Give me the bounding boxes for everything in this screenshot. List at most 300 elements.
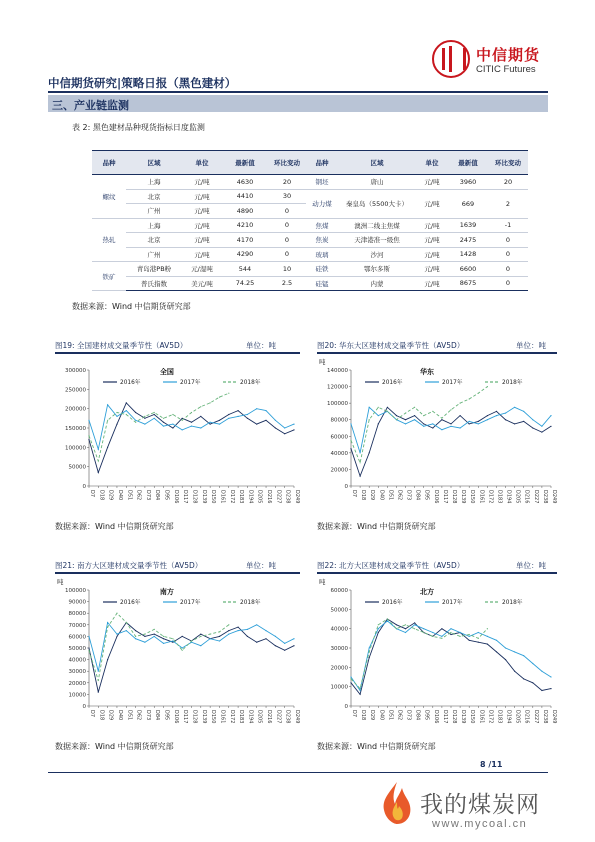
data-point (116, 416, 117, 417)
data-point (432, 423, 433, 424)
data-point (182, 647, 183, 648)
table-cell: 8675 (448, 276, 488, 291)
data-point (256, 642, 257, 643)
series-line-2017年 (351, 407, 551, 453)
table-cell: 4410 (222, 189, 268, 204)
data-point (219, 631, 220, 632)
table-cell: 元/吨 (182, 218, 222, 233)
data-point (369, 452, 370, 453)
data-point (532, 682, 533, 683)
x-tick-label: D205 (256, 490, 263, 504)
data-point (247, 418, 248, 419)
data-point (238, 630, 239, 631)
chart-title: 北方 (420, 588, 434, 596)
data-point (88, 647, 89, 648)
y-tick-label: 50000 (68, 646, 86, 652)
table-cell: 热轧 (92, 218, 126, 262)
x-tick-label: D29 (369, 710, 376, 721)
data-point (550, 688, 551, 689)
x-tick-label: D51 (126, 710, 133, 721)
x-tick-label: D150 (210, 710, 217, 724)
data-point (378, 624, 379, 625)
x-tick-label: D29 (107, 710, 114, 721)
logo-name-cn: 中信期货 (476, 46, 541, 64)
data-point (469, 423, 470, 424)
data-point (144, 636, 145, 637)
data-point (414, 415, 415, 416)
table-header-cell: 区域 (126, 151, 182, 175)
data-point (210, 422, 211, 423)
table-header-cell: 环比变动 (488, 151, 528, 175)
x-tick-label: D238 (541, 710, 548, 724)
y-tick-label: 60000 (68, 634, 86, 641)
chart19-rule (55, 352, 300, 354)
data-point (350, 423, 351, 424)
data-point (200, 416, 201, 417)
y-axis-label: 吨 (319, 578, 326, 586)
data-point (369, 407, 370, 408)
data-point (505, 659, 506, 660)
data-point (532, 427, 533, 428)
chart22-source: 数据来源：Wind 中信期货研究部 (317, 742, 436, 751)
table-cell: 20 (268, 175, 306, 190)
data-point (247, 629, 248, 630)
x-tick-label: D183 (238, 490, 245, 504)
table-cell: 元/吨 (182, 233, 222, 248)
data-point (460, 403, 461, 404)
data-point (135, 422, 136, 423)
data-point (496, 651, 497, 652)
x-tick-label: D7 (89, 710, 95, 718)
y-tick-label: 0 (344, 704, 348, 710)
series-line-2017年 (89, 405, 294, 450)
table-cell: 0 (488, 233, 528, 248)
data-point (396, 419, 397, 420)
series-line-2017年 (89, 623, 294, 672)
table-cell: 4630 (222, 175, 268, 190)
table-cell: 0 (268, 218, 306, 233)
chart21-unit: 单位：吨 (246, 561, 276, 570)
chart19-source: 数据来源：Wind 中信期货研究部 (55, 522, 174, 531)
table-cell: 青岛港PB粉 (126, 262, 182, 277)
chart22-caption: 图22: 北方大区建材成交量季节性（AV5D） (317, 561, 465, 570)
data-point (219, 397, 220, 398)
x-tick-label: D249 (294, 490, 300, 504)
data-point (350, 440, 351, 441)
data-point (228, 393, 229, 394)
data-point (293, 424, 294, 425)
table-cell: 动力煤 (306, 189, 338, 218)
data-point (107, 659, 108, 660)
data-point (191, 422, 192, 423)
data-point (210, 424, 211, 425)
x-tick-label: D95 (163, 710, 170, 721)
data-point (284, 427, 285, 428)
x-tick-label: D7 (351, 490, 357, 498)
data-point (541, 671, 542, 672)
data-point (228, 630, 229, 631)
y-tick-label: 10000 (68, 692, 86, 699)
data-point (116, 424, 117, 425)
data-point (450, 632, 451, 633)
table-cell: 20 (488, 175, 528, 190)
table-cell: 广州 (126, 204, 182, 219)
data-point (541, 426, 542, 427)
data-point (378, 407, 379, 408)
x-tick-label: D106 (432, 710, 439, 724)
table-caption: 表 2: 黑色建材品种现货指标日度监测 (72, 123, 205, 132)
data-point (541, 432, 542, 433)
legend-label: 2018年 (502, 380, 523, 386)
y-tick-label: 40000 (68, 657, 86, 664)
data-point (414, 628, 415, 629)
data-point (228, 418, 229, 419)
data-point (247, 414, 248, 415)
x-tick-label: D194 (505, 490, 512, 504)
data-point (450, 409, 451, 410)
x-tick-label: D51 (387, 490, 394, 501)
data-point (126, 410, 127, 411)
chart20-rule (317, 352, 557, 354)
table-row (92, 247, 528, 262)
table-cell: 669 (448, 189, 488, 218)
data-point (360, 452, 361, 453)
table-cell: 玻璃 (306, 247, 338, 262)
x-tick-label: D205 (514, 490, 521, 504)
x-tick-label: D150 (469, 490, 476, 504)
data-point (98, 460, 99, 461)
x-tick-label: D150 (210, 490, 217, 504)
data-point (182, 429, 183, 430)
data-point (275, 420, 276, 421)
data-point (116, 634, 117, 635)
data-point (265, 638, 266, 639)
chart20-source: 数据来源：Wind 中信期货研究部 (317, 522, 436, 531)
y-tick-label: 30000 (68, 669, 86, 676)
data-point (378, 632, 379, 633)
data-point (505, 647, 506, 648)
data-point (432, 632, 433, 633)
data-point (450, 634, 451, 635)
series-line-2016年 (351, 619, 551, 694)
data-point (414, 622, 415, 623)
data-point (219, 424, 220, 425)
data-point (360, 688, 361, 689)
data-point (460, 415, 461, 416)
table-header-cell: 品种 (92, 151, 126, 175)
data-point (98, 680, 99, 681)
x-tick-label: D95 (163, 490, 170, 501)
data-point (144, 424, 145, 425)
data-point (423, 426, 424, 427)
x-tick-label: D183 (238, 710, 245, 724)
table-header-cell: 环比变动 (268, 151, 306, 175)
data-point (163, 422, 164, 423)
data-point (144, 634, 145, 635)
table-cell: 1428 (448, 247, 488, 262)
y-tick-label: 20000 (330, 467, 348, 474)
x-tick-label: D40 (116, 490, 123, 501)
chart20-caption: 图20: 华东大区建材成交量季节性（AV5D） (317, 341, 465, 350)
data-point (293, 429, 294, 430)
x-tick-label: D161 (219, 710, 226, 724)
data-point (350, 676, 351, 677)
x-tick-label: D139 (460, 710, 467, 724)
data-point (219, 420, 220, 421)
x-tick-label: D194 (247, 710, 254, 724)
data-point (378, 628, 379, 629)
table-cell: 元/吨 (416, 276, 448, 291)
data-point (200, 645, 201, 646)
table-cell: 钢坯 (306, 175, 338, 190)
x-tick-label: D161 (219, 490, 226, 504)
data-point (441, 636, 442, 637)
y-tick-label: 100000 (327, 401, 348, 408)
table-cell: 上海 (126, 218, 182, 233)
data-point (191, 426, 192, 427)
y-tick-label: 40000 (330, 450, 348, 457)
table-cell: 0 (268, 204, 306, 219)
x-tick-label: D227 (532, 710, 539, 724)
table-row (92, 218, 528, 233)
x-tick-label: D106 (432, 490, 439, 504)
series-line-2018年 (351, 387, 487, 463)
data-point (478, 421, 479, 422)
x-tick-label: D62 (135, 710, 142, 721)
table-cell: 4210 (222, 218, 268, 233)
y-tick-label: 30000 (330, 646, 348, 652)
data-point (135, 420, 136, 421)
data-point (154, 636, 155, 637)
data-point (360, 476, 361, 477)
table-header-row (92, 151, 528, 175)
section-title: 三、产业链监测 (52, 99, 129, 112)
y-tick-label: 10000 (330, 684, 348, 691)
flame-watermark-icon (376, 780, 418, 826)
y-tick-label: 80000 (68, 611, 86, 618)
y-tick-label: 60000 (330, 588, 348, 594)
data-point (107, 420, 108, 421)
table-header-cell: 单位 (416, 151, 448, 175)
table-cell: 唐山 (338, 175, 416, 190)
table-cell: 30 (268, 189, 306, 204)
data-point (107, 627, 108, 628)
y-tick-label: 100000 (65, 588, 86, 594)
data-point (387, 411, 388, 412)
chart20-east-volume (317, 356, 557, 514)
data-point (163, 643, 164, 644)
x-tick-label: D139 (200, 710, 207, 724)
y-tick-label: 20000 (68, 680, 86, 687)
data-point (219, 636, 220, 637)
x-tick-label: D183 (496, 490, 503, 504)
table-row (92, 276, 528, 291)
data-point (163, 638, 164, 639)
data-point (441, 628, 442, 629)
data-point (228, 634, 229, 635)
data-point (460, 636, 461, 637)
data-point (487, 644, 488, 645)
x-tick-label: D139 (460, 490, 467, 504)
page-number: 8 /11 (480, 760, 503, 769)
data-point (523, 411, 524, 412)
series-line-2017年 (351, 621, 551, 691)
data-point (256, 424, 257, 425)
chart-title: 全国 (159, 368, 174, 376)
y-axis-label: 吨 (319, 358, 326, 366)
data-point (469, 634, 470, 635)
data-point (200, 406, 201, 407)
data-point (414, 407, 415, 408)
data-point (369, 419, 370, 420)
table-cell: 4890 (222, 204, 268, 219)
legend-label: 2018年 (240, 380, 261, 386)
data-point (200, 634, 201, 635)
data-point (478, 393, 479, 394)
chart21-rule (55, 572, 300, 574)
watermark-url: www.mycoal.cn (432, 818, 528, 830)
logo-name-en: CITIC Futures (476, 64, 536, 75)
x-tick-label: D73 (144, 490, 151, 501)
data-point (414, 624, 415, 625)
data-point (284, 643, 285, 644)
table-header-cell: 最新值 (448, 151, 488, 175)
y-tick-label: 150000 (65, 426, 86, 432)
data-point (496, 415, 497, 416)
data-point (210, 402, 211, 403)
data-point (369, 651, 370, 652)
table-cell: 鄂尔多斯 (338, 262, 416, 277)
data-point (450, 628, 451, 629)
watermark-site-name: 我的煤炭网 (420, 792, 540, 818)
x-tick-label: D249 (551, 490, 557, 504)
data-point (478, 632, 479, 633)
data-point (441, 418, 442, 419)
data-point (469, 640, 470, 641)
data-point (387, 618, 388, 619)
table-cell: 0 (488, 276, 528, 291)
table-cell: 544 (222, 262, 268, 277)
data-point (478, 638, 479, 639)
table-cell: 0 (268, 247, 306, 262)
legend-label: 2016年 (120, 600, 141, 606)
data-point (387, 407, 388, 408)
data-point (88, 439, 89, 440)
data-point (360, 694, 361, 695)
table-cell: 北京 (126, 233, 182, 248)
table-row (92, 175, 528, 190)
data-point (275, 427, 276, 428)
data-point (378, 423, 379, 424)
data-point (182, 418, 183, 419)
data-point (487, 386, 488, 387)
data-point (116, 636, 117, 637)
table-header-cell: 品种 (306, 151, 338, 175)
x-tick-label: D128 (451, 710, 457, 724)
data-point (405, 423, 406, 424)
data-point (163, 426, 164, 427)
data-point (432, 411, 433, 412)
data-point (154, 412, 155, 413)
data-point (405, 632, 406, 633)
x-tick-label: D73 (405, 490, 412, 501)
data-point (265, 630, 266, 631)
data-point (523, 421, 524, 422)
y-tick-label: 50000 (330, 607, 348, 614)
data-point (378, 415, 379, 416)
y-tick-label: 250000 (65, 387, 86, 394)
data-point (116, 412, 117, 413)
data-point (441, 429, 442, 430)
chart-title: 华东 (420, 368, 434, 376)
x-tick-label: D227 (275, 490, 282, 504)
data-point (182, 636, 183, 637)
data-point (172, 414, 173, 415)
x-tick-label: D238 (284, 490, 291, 504)
data-point (126, 622, 127, 623)
legend-label: 2016年 (382, 600, 403, 606)
data-point (88, 650, 89, 651)
x-tick-label: D161 (478, 490, 485, 504)
data-point (496, 411, 497, 412)
data-point (460, 427, 461, 428)
data-point (154, 629, 155, 630)
table-row (92, 262, 528, 277)
x-tick-label: D18 (360, 710, 367, 721)
data-point (107, 622, 108, 623)
legend-label: 2018年 (240, 600, 261, 606)
x-tick-label: D51 (387, 710, 394, 721)
chart20-unit: 单位：吨 (516, 341, 546, 350)
x-tick-label: D73 (405, 710, 412, 721)
data-point (135, 630, 136, 631)
table-cell: 美元/吨 (182, 276, 222, 291)
table-cell: 74.25 (222, 276, 268, 291)
y-tick-label: 120000 (327, 384, 348, 391)
table-cell: 2475 (448, 233, 488, 248)
table-cell: 元/吨 (416, 175, 448, 190)
data-point (191, 640, 192, 641)
data-point (154, 418, 155, 419)
table-cell: 元/吨 (416, 233, 448, 248)
table-cell: 2.5 (268, 276, 306, 291)
data-point (369, 657, 370, 658)
table-cell: 元/吨 (182, 175, 222, 190)
x-tick-label: D7 (351, 710, 357, 718)
table-cell: 元/吨 (416, 189, 448, 218)
x-tick-label: D95 (423, 490, 430, 501)
data-point (275, 645, 276, 646)
data-point (200, 636, 201, 637)
data-point (88, 420, 89, 421)
x-tick-label: D106 (172, 710, 179, 724)
footer-divider (48, 772, 548, 773)
data-point (423, 628, 424, 629)
table-row (92, 189, 528, 204)
y-tick-label: 40000 (330, 626, 348, 633)
data-point (98, 472, 99, 473)
data-point (514, 651, 515, 652)
data-point (210, 638, 211, 639)
x-tick-label: D73 (144, 710, 151, 721)
chart21-south-volume (55, 576, 300, 734)
x-tick-label: D194 (505, 710, 512, 724)
data-point (532, 419, 533, 420)
table-cell: 焦炭 (306, 233, 338, 248)
x-tick-label: D117 (441, 490, 448, 504)
report-header-title: 中信期货研究|策略日报（黑色建材） (48, 76, 237, 90)
table-cell: 沙河 (338, 247, 416, 262)
